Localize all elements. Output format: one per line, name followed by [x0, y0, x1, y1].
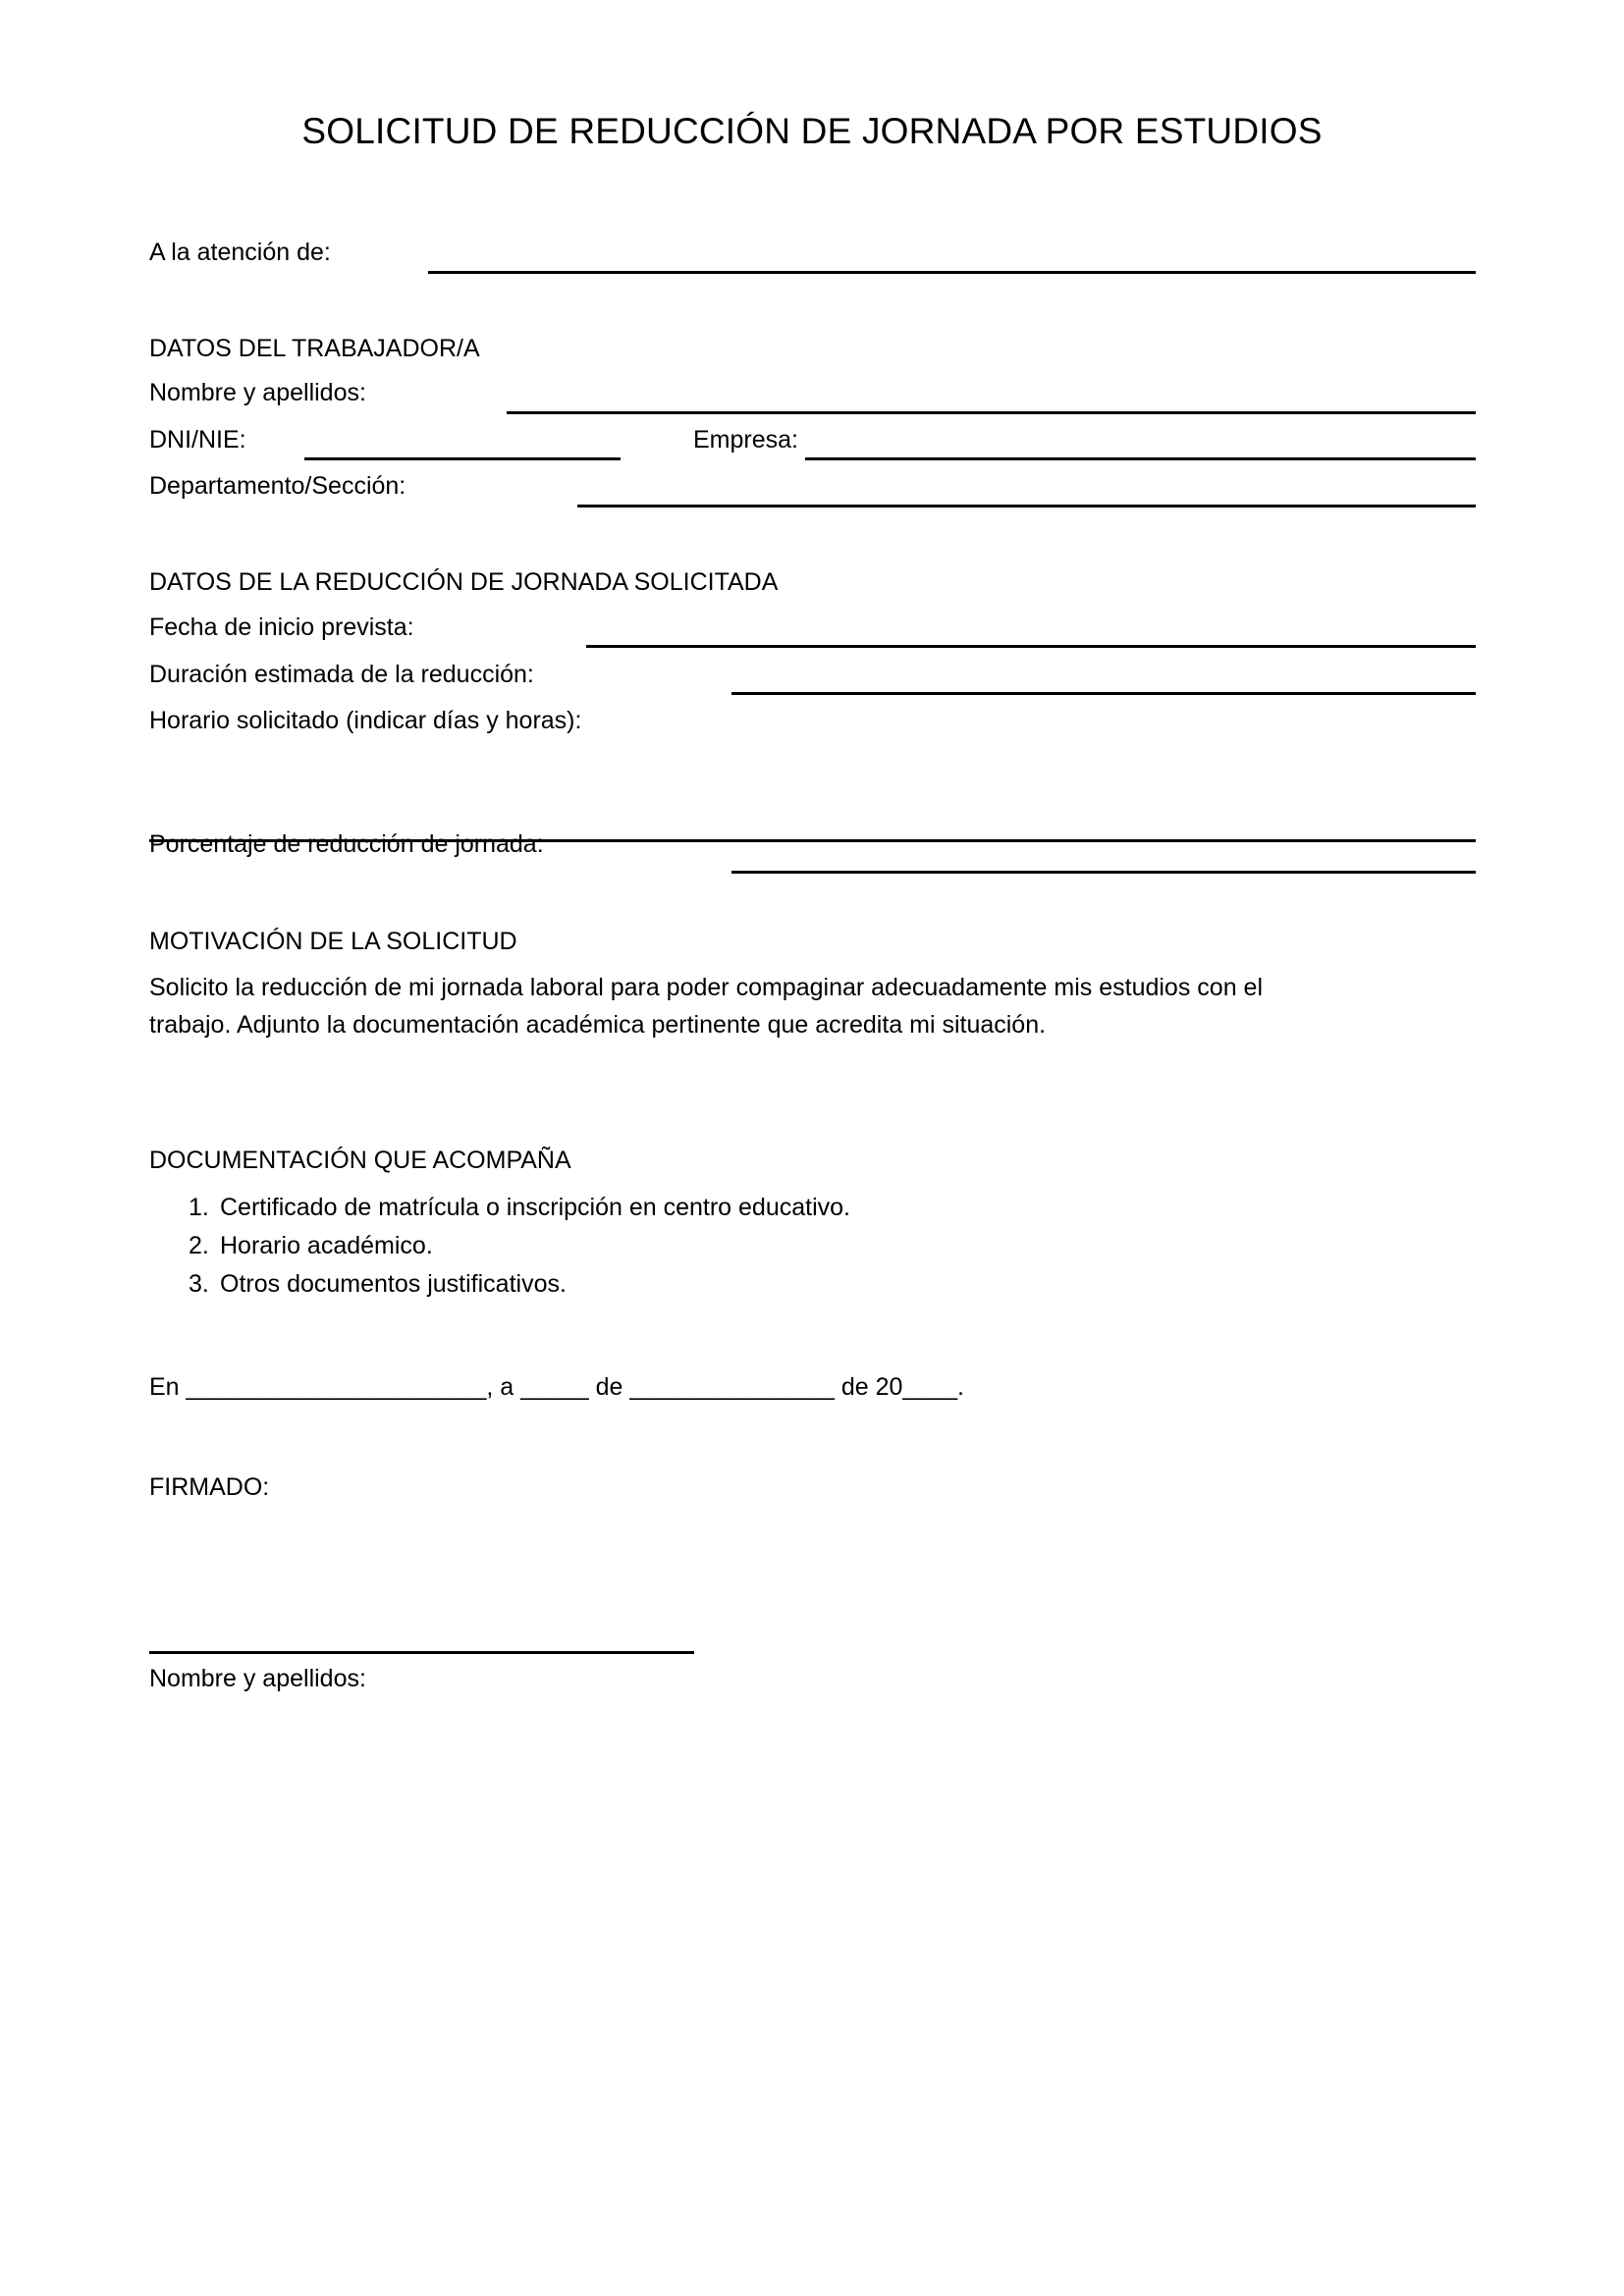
list-item-number: 2. — [189, 1232, 209, 1259]
motivation-body-line-2: trabajo. Adjunto la documentación académica pertinente que acredita mi situación. — [149, 1011, 1047, 1039]
list-item-number: 1. — [189, 1194, 209, 1221]
page-title: SOLICITUD DE REDUCCIÓN DE JORNADA POR ESTUDIOS — [301, 111, 1323, 151]
documentation-section-heading: DOCUMENTACIÓN QUE ACOMPAÑA — [149, 1147, 571, 1174]
reduction-schedule-label: Horario solicitado (indicar días y horas): — [149, 707, 582, 734]
worker-department-label: Departamento/Sección: — [149, 472, 406, 500]
worker-section-heading: DATOS DEL TRABAJADOR/A — [149, 335, 480, 362]
reduction-duration-label: Duración estimada de la reducción: — [149, 661, 534, 688]
worker-name-label: Nombre y apellidos: — [149, 379, 366, 406]
motivation-body-line-1: Solicito la reducción de mi jornada laboral para poder compaginar adecuadamente mis estudios con el — [149, 974, 1263, 1001]
motivation-section-heading: MOTIVACIÓN DE LA SOLICITUD — [149, 928, 517, 955]
signature-rule[interactable] — [149, 1651, 694, 1654]
reduction-duration-input-rule[interactable] — [731, 692, 1476, 695]
reduction-section-heading: DATOS DE LA REDUCCIÓN DE JORNADA SOLICITADA — [149, 568, 779, 596]
list-item-label: Horario académico. — [220, 1232, 433, 1259]
reduction-percentage-label: Porcentaje de reducción de jornada: — [149, 830, 544, 858]
reduction-start-date-input-rule[interactable] — [586, 645, 1476, 648]
list-item — [189, 1189, 850, 1227]
list-item — [189, 1265, 850, 1304]
worker-company-input-rule[interactable] — [805, 457, 1476, 460]
documentation-list — [189, 1189, 850, 1304]
attention-label: A la atención de: — [149, 239, 331, 266]
worker-dni-label: DNI/NIE: — [149, 426, 246, 454]
signature-name-label: Nombre y apellidos: — [149, 1665, 366, 1692]
list-item — [189, 1227, 850, 1265]
list-item-number: 3. — [189, 1270, 209, 1298]
place-and-date-line[interactable]: En ______________________, a _____ de _______________ de 20____. — [149, 1373, 964, 1401]
list-item-label: Otros documentos justificativos. — [220, 1270, 567, 1298]
motivation-body — [149, 969, 1485, 1043]
attention-input-rule[interactable] — [428, 271, 1476, 274]
signed-label: FIRMADO: — [149, 1473, 270, 1501]
reduction-start-date-label: Fecha de inicio prevista: — [149, 614, 414, 641]
worker-name-input-rule[interactable] — [507, 411, 1476, 414]
worker-company-label: Empresa: — [693, 426, 798, 454]
worker-department-input-rule[interactable] — [577, 505, 1476, 507]
list-item-label: Certificado de matrícula o inscripción en centro educativo. — [220, 1194, 850, 1221]
reduction-percentage-input-rule[interactable] — [731, 871, 1476, 874]
worker-dni-input-rule[interactable] — [304, 457, 621, 460]
